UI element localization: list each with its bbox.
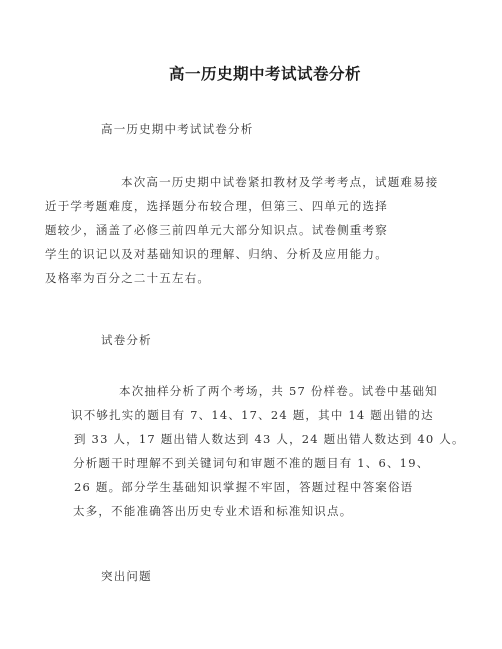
intro-paragraph-cont [45,194,388,290]
analysis-line-1: 本次抽样分析了两个考场，共 57 份样卷。试卷中基础知 [119,384,438,398]
intro-line-3: 题较少，涵盖了必修三前四单元大部分知识点。试卷侧重考察 [45,223,388,237]
section-heading-problems: 突出问题 [101,569,152,583]
section-heading-analysis: 试卷分析 [101,333,152,347]
analysis-line-5: 26 题。部分学生基础知识掌握不牢固，答题过程中答案俗语 [74,480,414,494]
intro-line-1: 本次高一历史期中试卷紧扣教材及学考考点，试题难易接 [121,175,439,189]
analysis-line-6: 太多，不能准确答出历史专业术语和标准知识点。 [73,504,353,518]
intro-line-4: 学生的识记以及对基础知识的理解、归纳、分析及应用能力。 [45,247,388,261]
analysis-line-4: 分析题干时理解不到关键词句和审题不准的题目有 1、6、19、 [73,456,430,470]
intro-line-2: 近于学考题难度，选择题分布较合理，但第三、四单元的选择 [45,199,388,213]
document-title: 高一历史期中考试试卷分析 [168,65,361,83]
document-subtitle: 高一历史期中考试试卷分析 [101,122,254,136]
intro-paragraph [104,170,439,194]
analysis-line-3: 到 33 人，17 题出错人数达到 43 人，24 题出错人数达到 40 人。 [74,432,465,446]
intro-line-5: 及格率为百分之二十五左右。 [45,271,211,285]
analysis-paragraph [119,379,438,403]
analysis-paragraph-cont [71,403,465,523]
analysis-line-2: 识不够扎实的题目有 7、14、17、24 题，其中 14 题出错的达 [71,408,434,422]
